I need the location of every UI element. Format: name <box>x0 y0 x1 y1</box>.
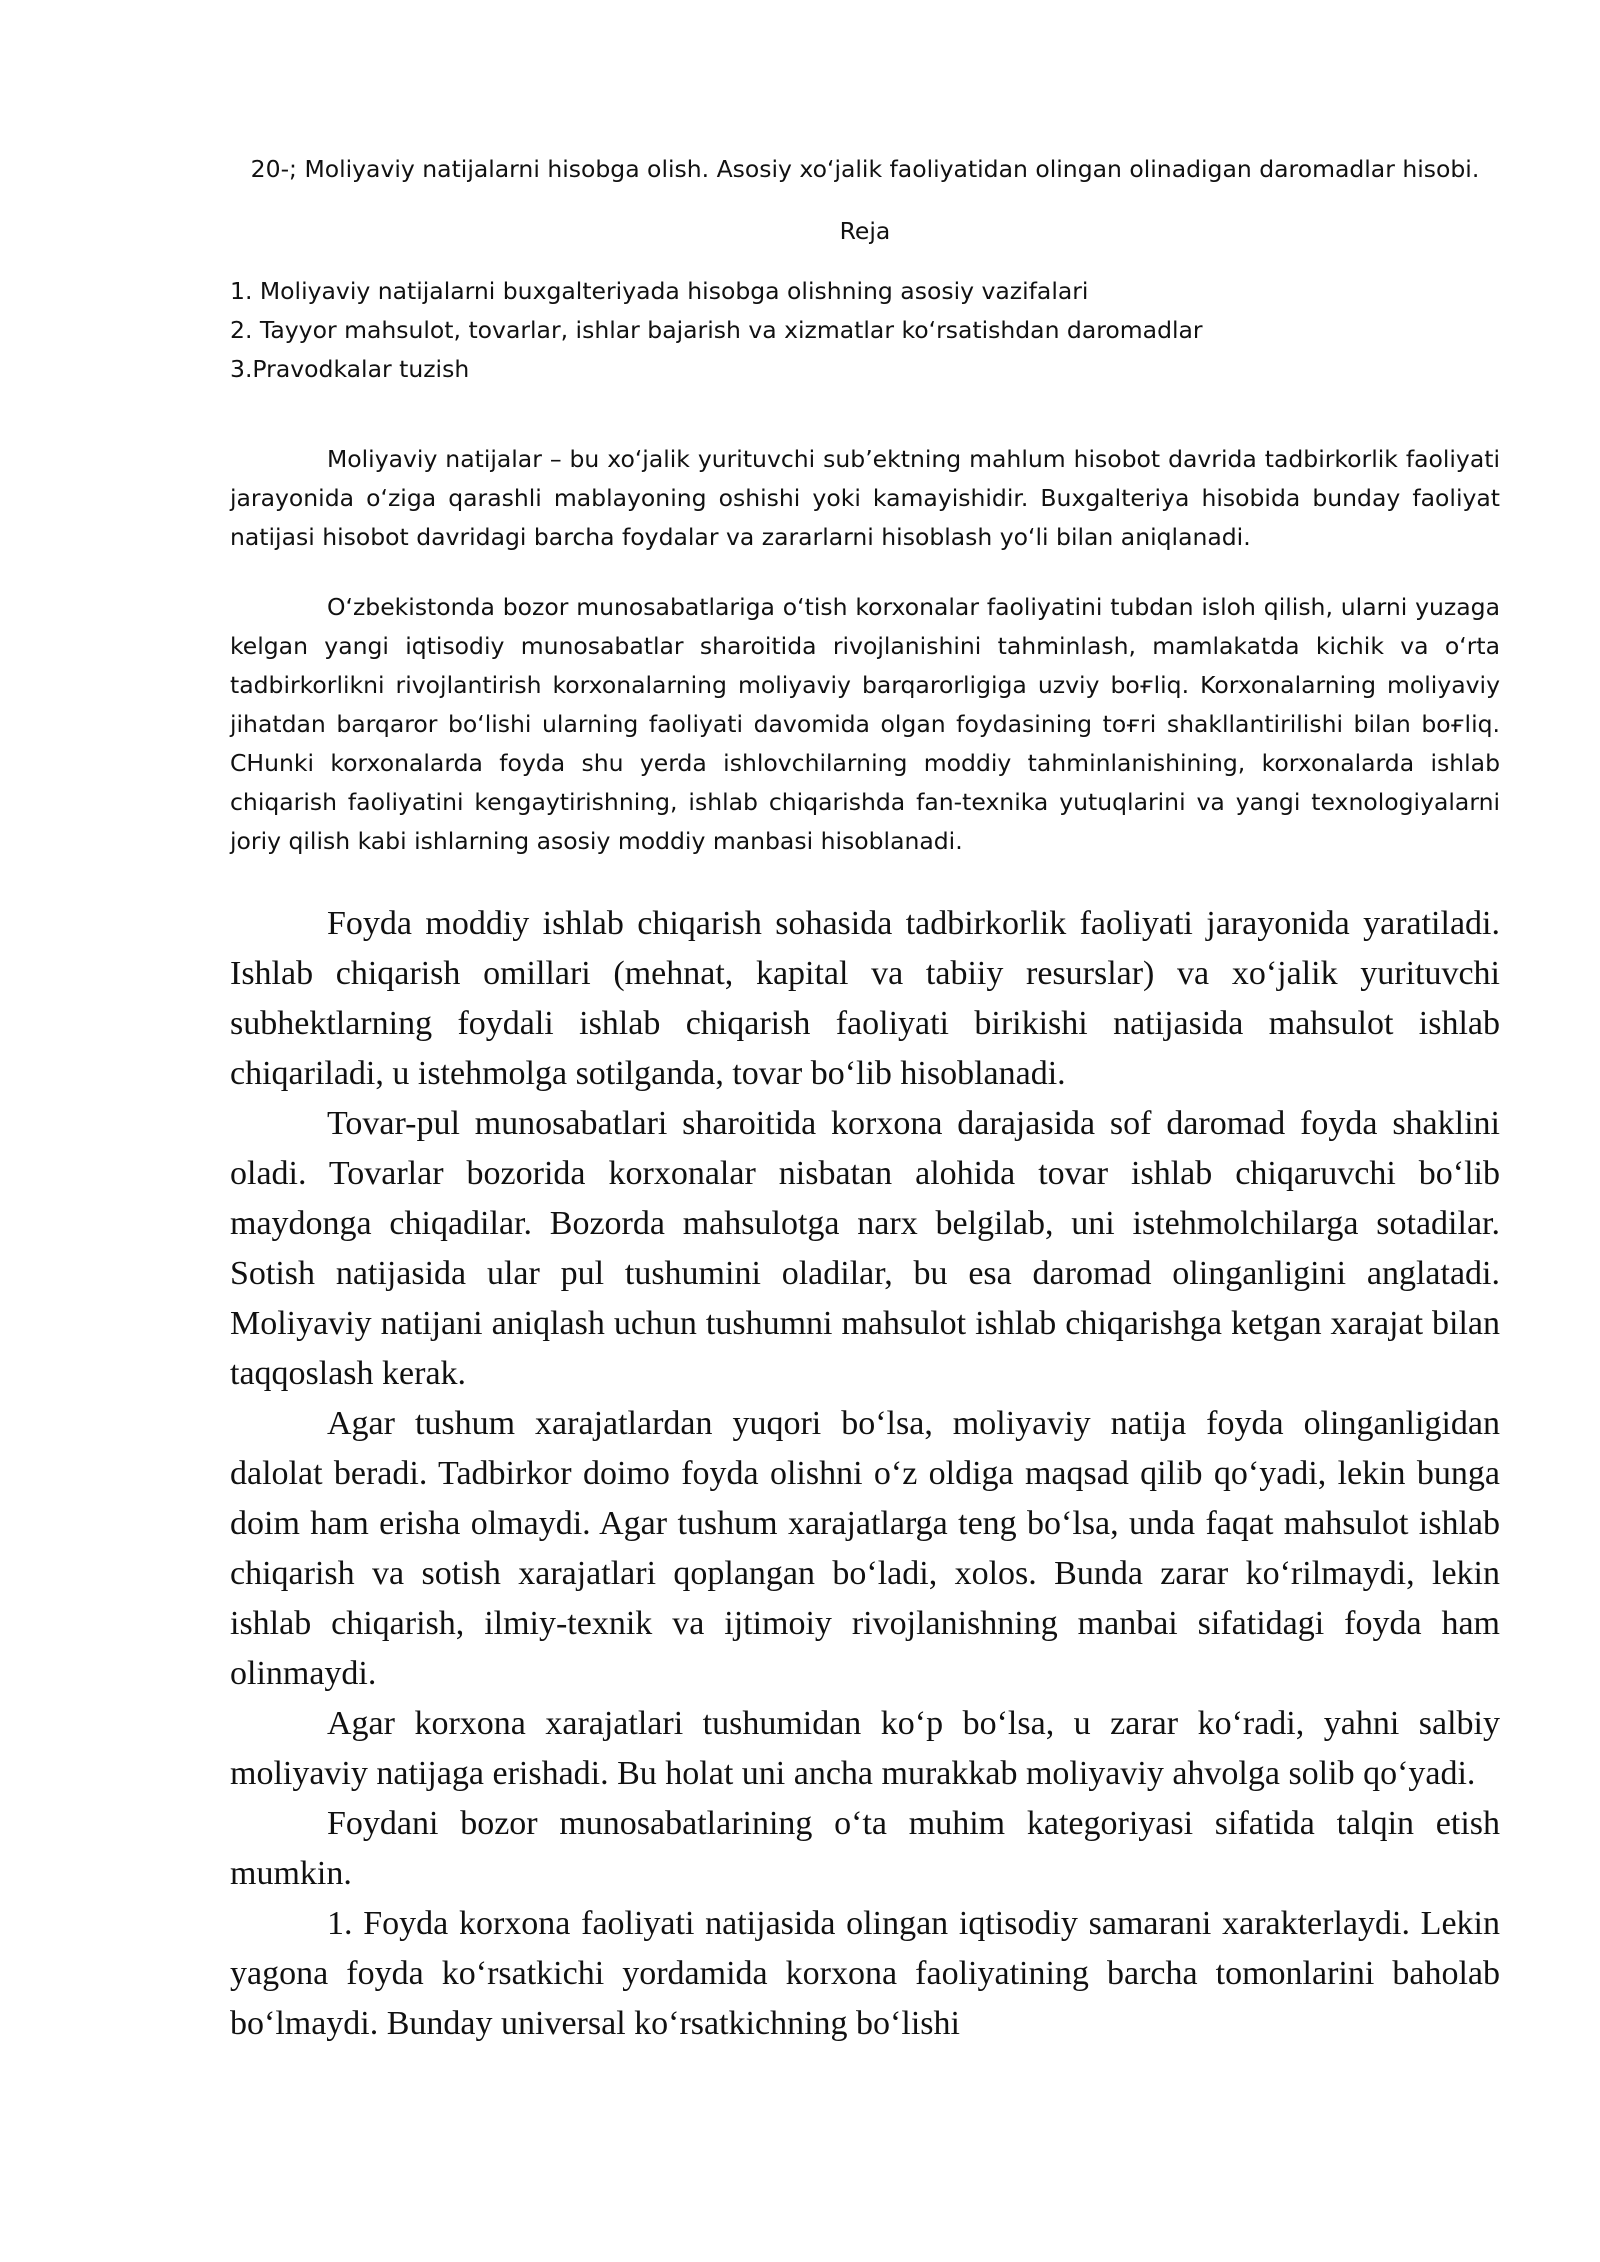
body-paragraph: Agar tushum xarajatlardan yuqori bo‘lsa, moliyaviy natija foyda olinganligidan dalolat beradi. Tadbirkor doimo foyda olishni o‘z oldiga maqsad qilib qo‘yadi, lekin bunga doim ham erisha olmaydi. Agar tushum xarajatlarga teng bo‘lsa, unda faqat mahsulot ishlab chiqarish va sotish xarajatlari qoplangan bo‘ladi, xolos. Bunda zarar ko‘rilmaydi, lekin ishlab chiqarish, ilmiy-texnik va ijtimoiy rivojlanishning manbai sifatidagi foyda ham olinmaydi. <box>230 1405 1500 1692</box>
body-paragraph: Foyda moddiy ishlab chiqarish sohasida tadbirkorlik faoliyati jarayonida yaratiladi. Ishlab chiqarish omillari (mehnat, kapital va tabiiy resurslar) va xo‘jalik yurituvchi subhektlarning foydali ishlab chiqarish faoliyati birikishi natijasida mahsulot ishlab chiqariladi, u istehmolga sotilganda, tovar bo‘lib hisoblanadi. <box>230 905 1500 1092</box>
plan-item: 2. Tayyor mahsulot, tovarlar, ishlar bajarish va xizmatlar ko‘rsatishdan daromadlar <box>230 316 1203 344</box>
plan-item: 1. Moliyaviy natijalarni buxgalteriyada hisobga olishning asosiy vazifalari <box>230 277 1089 305</box>
body-text <box>230 899 1500 2049</box>
plan-item: 3.Pravodkalar tuzish <box>230 355 470 383</box>
body-paragraph: Foydani bozor munosabatlarining o‘ta muhim kategoriyasi sifatida talqin etish mumkin. <box>230 1805 1500 1892</box>
plan-heading: Reja <box>839 217 891 245</box>
intro-paragraph: O‘zbekistonda bozor munosabatlariga o‘tish korxonalar faoliyatini tubdan isloh qilish, ularni yuzaga kelgan yangi iqtisodiy munosabatlar sharoitida rivojlanishini tahminlash, mamlakatda kichik va o‘rta tadbirkorlikni rivojlantirish korxonalarning moliyaviy barqarorligiga uzviy boғliq. Korxonalarning moliyaviy jihatdan barqaror bo‘lishi ularning faoliyati davomida olgan foydasining toғri shakllantirilishi bilan boғliq. CHunki korxonalarda foyda shu yerda ishlovchilarning moddiy tahminlanishining, korxonalarda ishlab chiqarish faoliyatini kengaytirishning, ishlab chiqarishda fan-texnika yutuqlarini va yangi texnologiyalarni joriy qilish kabi ishlarning asosiy moddiy manbasi hisoblanadi. <box>230 593 1500 855</box>
body-paragraph: Tovar-pul munosabatlari sharoitida korxona darajasida sof daromad foyda shaklini oladi. Tovarlar bozorida korxonalar nisbatan alohida tovar ishlab chiqaruvchi bo‘lib maydonga chiqadilar. Bozorda mahsulotga narx belgilab, uni istehmolchilarga sotadilar. Sotish natijasida ular pul tushumini oladilar, bu esa daromad olinganligini anglatadi. Moliyaviy natijani aniqlash uchun tushumni mahsulot ishlab chiqarishga ketgan xarajat bilan taqqoslash kerak. <box>230 1105 1500 1392</box>
intro-paragraph: Moliyaviy natijalar – bu xo‘jalik yurituvchi sub’ektning mahlum hisobot davrida tadbirkorlik faoliyati jarayonida o‘ziga qarashli mablayoning oshishi yoki kamayishidir. Buxgalteriya hisobida bunday faoliyat natijasi hisobot davridagi barcha foydalar va zararlarni hisoblash yo‘li bilan aniqlanadi. <box>230 445 1500 551</box>
body-paragraph: 1. Foyda korxona faoliyati natijasida olingan iqtisodiy samarani xarakterlaydi. Lekin yagona foyda ko‘rsatkichi yordamida korxona faoliyatining barcha tomonlarini baholab bo‘lmaydi. Bunday universal ko‘rsatkichning bo‘lishi <box>230 1905 1500 2042</box>
body-paragraph: Agar korxona xarajatlari tushumidan ko‘p bo‘lsa, u zarar ko‘radi, yahni salbiy moliyaviy natijaga erishadi. Bu holat uni ancha murakkab moliyaviy ahvolga solib qo‘yadi. <box>230 1705 1500 1792</box>
plan-list <box>230 272 1500 389</box>
document-title: 20-; Moliyaviy natijalarni hisobga olish. Asosiy xo‘jalik faoliyatidan olingan olinadigan daromadlar hisobi. <box>250 155 1480 183</box>
